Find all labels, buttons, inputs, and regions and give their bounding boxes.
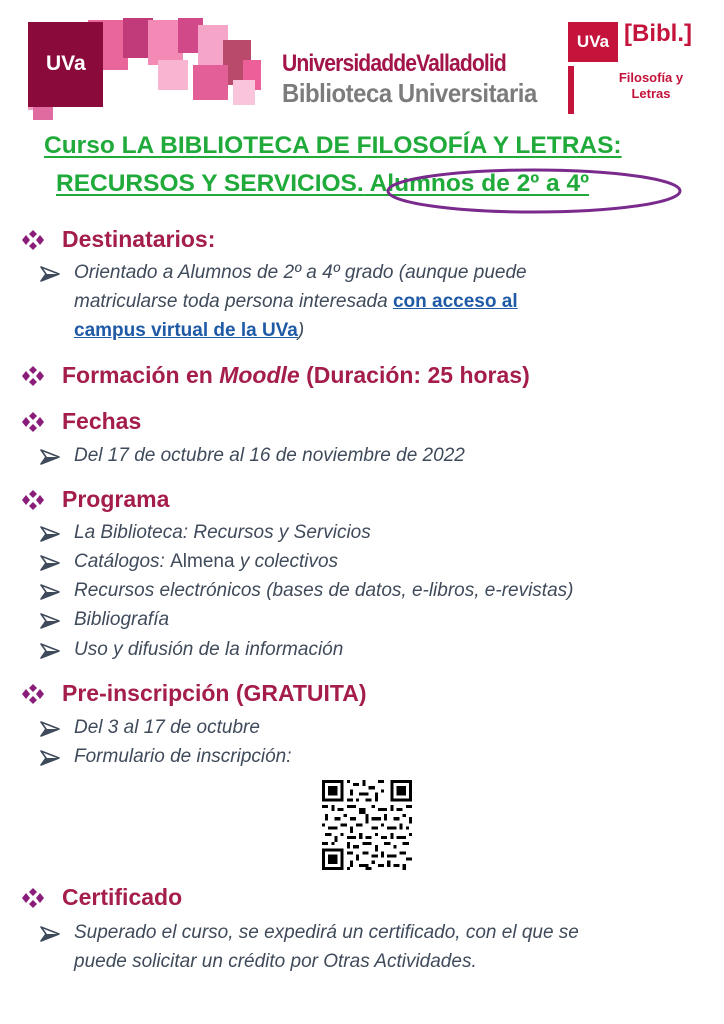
four-diamond-icon (20, 365, 46, 387)
arrowhead-icon (40, 613, 60, 629)
four-diamond-icon (20, 411, 46, 433)
section-title: Fechas (62, 408, 142, 434)
arrowhead-icon (40, 584, 60, 600)
course-title-line1: Curso LA BIBLIOTECA DE FILOSOFÍA Y LETRAS: (44, 132, 622, 159)
almena-text: Almena (170, 551, 235, 572)
university-name: UniversidaddeValladolid (282, 50, 506, 77)
certificado-line1: Superado el curso, se expedirá un certificado, con el que se (74, 922, 579, 943)
formacion-title-part2: (Duración: 25 horas) (299, 362, 530, 388)
certificado-text (74, 918, 579, 976)
destinatarios-line1: Orientado a Alumnos de 2º a 4º grado (aunque puede (74, 262, 527, 283)
campus-link-part1[interactable]: con acceso al (392, 291, 518, 312)
arrowhead-icon (40, 721, 60, 737)
destinatarios-line2-text: matricularse toda persona interesada (74, 291, 393, 312)
preinscripcion-item2: Formulario de inscripción: (74, 746, 292, 767)
section-fechas (20, 408, 141, 435)
fechas-item: Del 17 de octubre al 16 de noviembre de 2022 (74, 445, 465, 466)
title-line2-part1: RECURSOS Y SERVICIOS. (56, 170, 364, 197)
faculty-line2: Letras (631, 86, 671, 101)
section-programa (20, 486, 169, 513)
uva-logo-text: UVa (46, 52, 86, 75)
title-line2-part2: Alumnos de 2º a 4º (363, 170, 590, 197)
list-item (40, 609, 169, 634)
programa-item5: Uso y difusión de la información (74, 639, 344, 660)
programa-item2-part1: Catálogos: (74, 551, 171, 572)
list-item (40, 639, 343, 664)
arrowhead-icon (40, 266, 60, 282)
programa-item2-part2: y colectivos (234, 551, 339, 572)
section-title (62, 362, 530, 389)
library-name: Biblioteca Universitaria (282, 78, 537, 108)
destinatarios-line2 (74, 287, 527, 316)
section-title: Pre-inscripción (GRATUITA) (62, 680, 367, 706)
list-item (40, 551, 338, 576)
arrowhead-icon (40, 643, 60, 659)
uva-logo (28, 22, 103, 107)
list-item (40, 522, 371, 547)
four-diamond-icon (20, 489, 46, 511)
four-diamond-icon (20, 229, 46, 251)
destinatarios-text (74, 258, 527, 345)
certificado-line2: puede solicitar un crédito por Otras Actividades. (74, 951, 477, 972)
section-certificado (20, 884, 182, 911)
qr-code-icon[interactable] (322, 780, 412, 870)
preinscripcion-item1: Del 3 al 17 de octubre (74, 717, 260, 738)
right-uva-logo: UVa (568, 22, 618, 62)
arrowhead-icon (40, 926, 60, 942)
campus-link-part2[interactable]: campus virtual de la UVa (74, 320, 298, 341)
list-item (40, 580, 573, 605)
list-item (40, 717, 260, 742)
logo-divider (568, 66, 574, 114)
programa-item2 (74, 547, 338, 576)
list-item (40, 262, 527, 345)
formacion-title-part1: Formación en (62, 362, 220, 388)
section-destinatarios (20, 226, 215, 253)
section-preinscripcion (20, 680, 367, 707)
list-item (40, 746, 292, 771)
destinatarios-line3 (74, 316, 527, 345)
highlight-ellipse (384, 166, 684, 216)
section-title: Certificado (62, 884, 183, 910)
programa-item3: Recursos electrónicos (bases de datos, e-libros, e-revistas) (74, 580, 574, 601)
arrowhead-icon (40, 555, 60, 571)
list-item (40, 445, 465, 470)
programa-item1: La Biblioteca: Recursos y Servicios (74, 522, 371, 543)
arrowhead-icon (40, 750, 60, 766)
programa-item4: Bibliografía (74, 609, 170, 630)
four-diamond-icon (20, 887, 46, 909)
moodle-text: Moodle (219, 362, 300, 388)
list-item (40, 922, 579, 976)
arrowhead-icon (40, 449, 60, 465)
arrowhead-icon (40, 526, 60, 542)
section-title: Destinatarios: (62, 226, 216, 252)
faculty-name (604, 70, 698, 102)
faculty-line1: Filosofía y (618, 70, 684, 85)
section-title: Programa (62, 486, 170, 512)
bibl-logo: [Bibl.] (624, 20, 692, 47)
section-formacion (20, 362, 530, 389)
four-diamond-icon (20, 683, 46, 705)
destinatarios-line3-tail: ) (297, 320, 305, 341)
